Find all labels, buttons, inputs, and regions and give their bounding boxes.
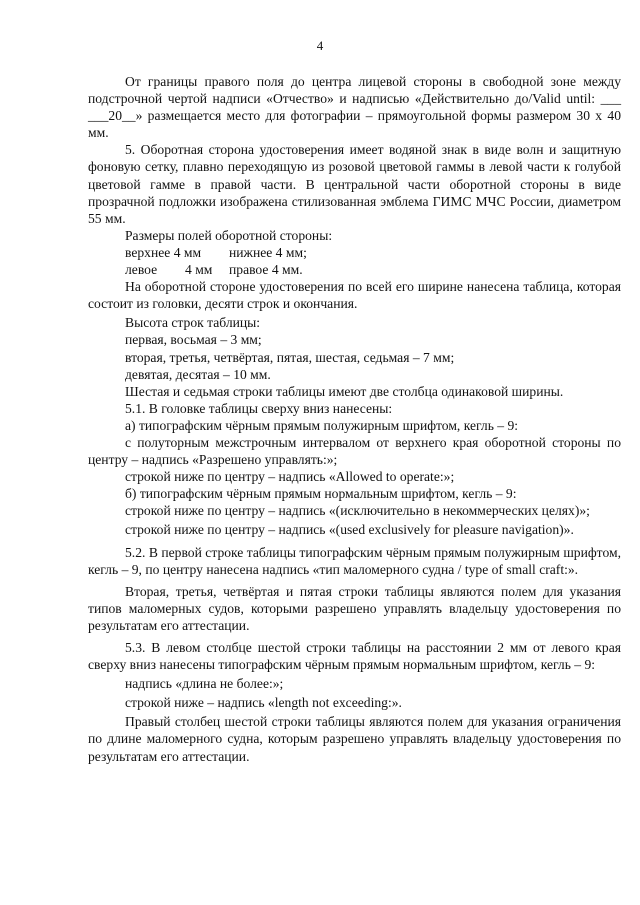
margin-left-value: 4 мм [185,262,213,278]
paragraph-length-en: строкой ниже – надпись «length not exceeding:». [125,695,402,711]
paragraph-noncommercial-en: строкой ниже по центру – надпись «(used exclusively for pleasure navigation)». [125,522,574,538]
paragraph-rows-second-seventh: вторая, третья, четвёртая, пятая, шестая, седьмая – 7 мм; [125,349,455,365]
margins-row-top-bottom [88,244,621,261]
paragraph-photo-placement: От границы правого поля до центра лицевой стороны в свободной зоне между подстрочной чертой надписи «Отчество» и надписью «Действительно до/Valid until: ___ ___20__» размещается место для фотографии – прямоугольной формы размером 30 х 40 мм. [88,74,621,141]
paragraph-row-heights: Высота строк таблицы: [125,315,261,331]
paragraph-two-columns: Шестая и седьмая строки таблицы имеют две столбца одинаковой ширины. [125,383,564,399]
margin-right: правое 4 мм. [229,262,303,278]
margins-row-left-right [88,261,621,278]
page-number: 4 [316,38,324,53]
paragraph-table-description: На оборотной стороне удостоверения по всей его ширине нанесена таблица, которая состоит из головки, десяти строк и окончания. [88,279,621,312]
paragraph-rows-first-eighth: первая, восьмая – 3 мм; [125,332,262,348]
paragraph-item-a: а) типографским чёрным прямым полужирным шрифтом, кегль – 9: [125,417,519,433]
margin-left-label: левое [125,262,158,278]
paragraph-allowed-ru: с полуторным межстрочным интервалом от верхнего края оборотной стороны по центру – надпись «Разрешено управлять:»; [88,434,621,468]
paragraph-reverse-side: 5. Оборотная сторона удостоверения имеет водяной знак в виде волн и защитную фоновую сетку, плавно переходящую из розовой цветовой гаммы в левой части к голубой цветовой гамме в правой части. В центральной части оборотной стороны в виде прозрачной подложки изображена стилизованная эмблема ГИМС МЧС России, диаметром 55 мм. [88,142,621,226]
paragraph-section-5-1: 5.1. В головке таблицы сверху вниз нанесены: [125,400,393,416]
paragraph-allowed-en: строкой ниже по центру – надпись «Allowed to operate:»; [125,469,455,485]
paragraph-length-ru: надпись «длина не более:»; [125,676,284,692]
paragraph-section-5-3: 5.3. В левом столбце шестой строки таблицы на расстоянии 2 мм от левого края сверху вниз нанесены типографским чёрным прямым нормальным шрифтом, кегль – 9: [88,640,621,673]
margin-bottom: нижнее 4 мм; [229,244,307,260]
paragraph-noncommercial-ru: строкой ниже по центру – надпись «(исключительно в некоммерческих целях)»; [125,503,590,519]
paragraph-section-5-2: 5.2. В первой строке таблицы типографским чёрным прямым полужирным шрифтом, кегль – 9, по центру нанесена надпись «тип маломерного судна / type of small craft:». [88,544,621,577]
document-body [88,73,621,765]
paragraph-craft-types-field: Вторая, третья, четвёртая и пятая строки таблицы являются полем для указания типов маломерных судов, которыми разрешено управлять владельцу удостоверения по результатам его аттестации. [88,583,621,633]
margin-top: верхнее 4 мм [125,244,202,260]
paragraph-margins-heading: Размеры полей оборотной стороны: [125,227,333,243]
paragraph-item-b: б) типографским чёрным прямым нормальным шрифтом, кегль – 9: [125,486,517,502]
paragraph-rows-ninth-tenth: девятая, десятая – 10 мм. [125,366,271,382]
paragraph-length-limit-field: Правый столбец шестой строки таблицы являются полем для указания ограничения по длине маломерного судна, которым разрешено управлять владельцу удостоверения по результатам его аттестации. [88,714,621,764]
